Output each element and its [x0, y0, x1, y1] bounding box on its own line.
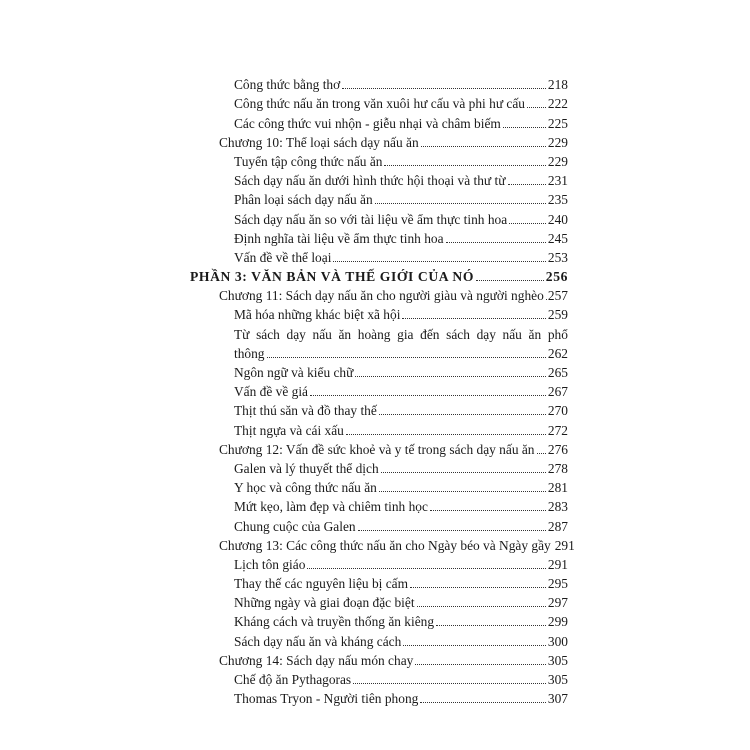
dot-leader [310, 394, 546, 396]
toc-entry-title: Vấn đề về thể loại [234, 249, 332, 265]
dot-leader [342, 87, 546, 89]
toc-page-number: 305 [547, 672, 568, 687]
toc-page-number: 276 [547, 441, 568, 457]
dot-leader [537, 452, 546, 454]
toc-entry-title: Tuyển tập công thức nấu ăn [234, 153, 383, 169]
toc-entry-title: Thomas Tryon - Người tiên phong [234, 691, 419, 707]
toc-entry-title: Chung cuộc của Galen [234, 518, 356, 534]
toc-page-number: 272 [547, 422, 568, 438]
toc-page-number: 256 [545, 269, 568, 285]
toc-part-heading[interactable] [0, 265, 750, 284]
toc-entry-title: Chương 13: Các công thức nấu ăn cho Ngày béo và Ngày gầy [219, 537, 551, 553]
toc-page-number: 283 [547, 499, 568, 515]
toc-entry[interactable] [0, 169, 750, 188]
toc-entry[interactable] [0, 92, 750, 111]
toc-page-number: 218 [547, 77, 568, 93]
toc-page-number: 231 [547, 173, 568, 189]
dot-leader [430, 509, 546, 511]
toc-entry-title: Chế độ ăn Pythagoras [234, 672, 352, 687]
toc-page-number: 305 [547, 652, 568, 668]
toc-page-number: 229 [547, 153, 568, 169]
dot-leader [333, 260, 545, 262]
toc-chapter[interactable] [0, 534, 750, 553]
toc-entry-title: Mã hóa những khác biệt xã hội [234, 307, 401, 323]
toc-entry-title: Y học và công thức nấu ăn [234, 480, 377, 496]
dot-leader [267, 356, 546, 358]
toc-page-number: 297 [547, 595, 568, 611]
toc-chapter[interactable] [0, 438, 750, 457]
toc-entry[interactable] [0, 361, 750, 380]
dot-leader [384, 164, 545, 166]
toc-page-number: 245 [547, 230, 568, 246]
toc-entry[interactable] [0, 514, 750, 533]
toc-entry-title: PHẦN 3: VĂN BẢN VÀ THẾ GIỚI CỦA NÓ [190, 269, 474, 285]
dot-leader [420, 701, 546, 703]
toc-entry[interactable] [0, 399, 750, 418]
dot-leader [346, 433, 546, 435]
toc-chapter[interactable] [0, 649, 750, 668]
toc-page-number: 299 [547, 614, 568, 630]
toc-page-number: 291 [554, 537, 575, 553]
toc-page-number: 278 [547, 460, 568, 476]
dot-leader [402, 317, 545, 319]
toc-entry-word: Từ [234, 326, 250, 342]
table-of-contents [0, 73, 750, 706]
toc-entry-title: Sách dạy nấu ăn so với tài liệu về ẩm thực tinh hoa [234, 211, 508, 227]
toc-entry[interactable] [0, 591, 750, 610]
toc-entry[interactable] [0, 687, 750, 706]
dot-leader [503, 126, 546, 128]
toc-entry-word: hoàng [357, 326, 391, 342]
toc-entry-title: Ngôn ngữ và kiểu chữ [234, 365, 354, 380]
toc-entry-word: phổ [547, 326, 568, 342]
toc-entry[interactable] [0, 227, 750, 246]
toc-entry-title: Các công thức vui nhộn - giễu nhại và châm biếm [234, 115, 501, 131]
toc-entry-word: ăn [528, 326, 542, 342]
dot-leader [358, 529, 546, 531]
toc-entry[interactable] [0, 111, 750, 130]
toc-entry-word: dạy [476, 326, 496, 342]
toc-page-number: 295 [547, 576, 568, 592]
toc-entry[interactable] [0, 303, 750, 322]
toc-entry[interactable] [0, 495, 750, 514]
toc-page-number: 229 [547, 134, 568, 150]
toc-page-number: 222 [547, 96, 568, 112]
toc-entry-title: Công thức bằng thơ [234, 77, 341, 93]
toc-entry[interactable] [0, 73, 750, 92]
toc-page-number: 235 [547, 192, 568, 208]
toc-entry[interactable] [0, 572, 750, 591]
toc-entry[interactable] [0, 476, 750, 495]
toc-entry-title: Lịch tôn giáo [234, 556, 306, 572]
toc-page-number: 257 [547, 288, 568, 304]
toc-entry-title: Chương 14: Sách dạy nấu món chay [219, 652, 414, 668]
toc-page-number: 265 [547, 365, 568, 380]
toc-entry-title: Galen và lý thuyết thể dịch [234, 460, 379, 476]
dot-leader [353, 682, 546, 684]
toc-entry[interactable] [0, 380, 750, 399]
dot-leader [410, 586, 546, 588]
dot-leader [375, 202, 546, 204]
dot-leader [421, 145, 546, 147]
toc-entry[interactable] [0, 342, 750, 361]
toc-entry-title: Thịt thú săn và đồ thay thế [234, 403, 377, 419]
dot-leader [446, 241, 546, 243]
dot-leader [381, 471, 546, 473]
toc-entry[interactable] [0, 553, 750, 572]
toc-chapter[interactable] [0, 131, 750, 150]
toc-entry-word: dạy [286, 326, 306, 342]
toc-entry-word: gia [397, 326, 414, 342]
dot-leader [508, 183, 546, 185]
toc-page-number: 270 [547, 403, 568, 419]
toc-entry[interactable] [0, 188, 750, 207]
dot-leader [415, 663, 546, 665]
toc-entry-line [0, 322, 750, 341]
dot-leader [307, 567, 546, 569]
toc-entry-word: nấu [502, 326, 522, 342]
toc-chapter[interactable] [0, 284, 750, 303]
toc-entry-word: nấu [312, 326, 332, 342]
dot-leader [476, 279, 544, 281]
toc-entry[interactable] [0, 610, 750, 629]
toc-entry-word: sách [446, 326, 470, 342]
toc-entry-title: Chương 10: Thể loại sách dạy nấu ăn [219, 134, 419, 150]
toc-page-number: 253 [547, 249, 568, 265]
toc-entry[interactable] [0, 207, 750, 226]
toc-entry[interactable] [0, 629, 750, 648]
dot-leader [403, 644, 546, 646]
toc-entry[interactable] [0, 668, 750, 687]
toc-page-number: 300 [547, 633, 568, 649]
toc-entry[interactable] [0, 418, 750, 437]
toc-entry-title: Kháng cách và truyền thống ăn kiêng [234, 614, 435, 630]
toc-page-number: 240 [547, 211, 568, 227]
toc-entry-title: Định nghĩa tài liệu về ẩm thực tinh hoa [234, 230, 444, 246]
toc-page-number: 262 [547, 345, 568, 361]
dot-leader [379, 413, 546, 415]
toc-entry-title: Sách dạy nấu ăn dưới hình thức hội thoại và thư từ [234, 173, 506, 189]
toc-entry-word: sách [256, 326, 280, 342]
toc-entry-title: Mứt kẹo, làm đẹp và chiêm tinh học [234, 499, 428, 515]
toc-entry-title: Phân loại sách dạy nấu ăn [234, 192, 373, 208]
toc-page-number: 267 [547, 384, 568, 400]
dot-leader [509, 222, 546, 224]
toc-entry[interactable] [0, 150, 750, 169]
toc-entry[interactable] [0, 457, 750, 476]
dot-leader [379, 490, 546, 492]
toc-entry-title: Chương 11: Sách dạy nấu ăn cho người giàu và người nghèo [219, 288, 544, 304]
toc-entry-title: Thay thế các nguyên liệu bị cấm [234, 576, 409, 592]
toc-page-number: 287 [547, 518, 568, 534]
dot-leader [417, 605, 546, 607]
toc-entry-word: ăn [338, 326, 352, 342]
dot-leader [527, 106, 546, 108]
toc-entry-title: Sách dạy nấu ăn và kháng cách [234, 633, 402, 649]
toc-page-number: 225 [547, 115, 568, 131]
toc-page-number: 281 [547, 480, 568, 496]
dot-leader [436, 624, 546, 626]
toc-entry[interactable] [0, 246, 750, 265]
toc-entry-title: Công thức nấu ăn trong văn xuôi hư cấu và phi hư cấu [234, 96, 526, 112]
toc-page-number: 259 [547, 307, 568, 323]
toc-entry-title: Những ngày và giai đoạn đặc biệt [234, 595, 415, 611]
toc-entry-word: đến [420, 326, 440, 342]
toc-entry-title: Chương 12: Vấn đề sức khoẻ và y tế trong sách dạy nấu ăn [219, 441, 535, 457]
toc-page-number: 307 [547, 691, 568, 707]
toc-entry-title: Thịt ngựa và cái xấu [234, 422, 344, 438]
toc-entry-title: thông [234, 345, 265, 361]
toc-entry-title: Vấn đề về giá [234, 384, 308, 400]
dot-leader [355, 375, 546, 377]
toc-page-number: 291 [547, 556, 568, 572]
